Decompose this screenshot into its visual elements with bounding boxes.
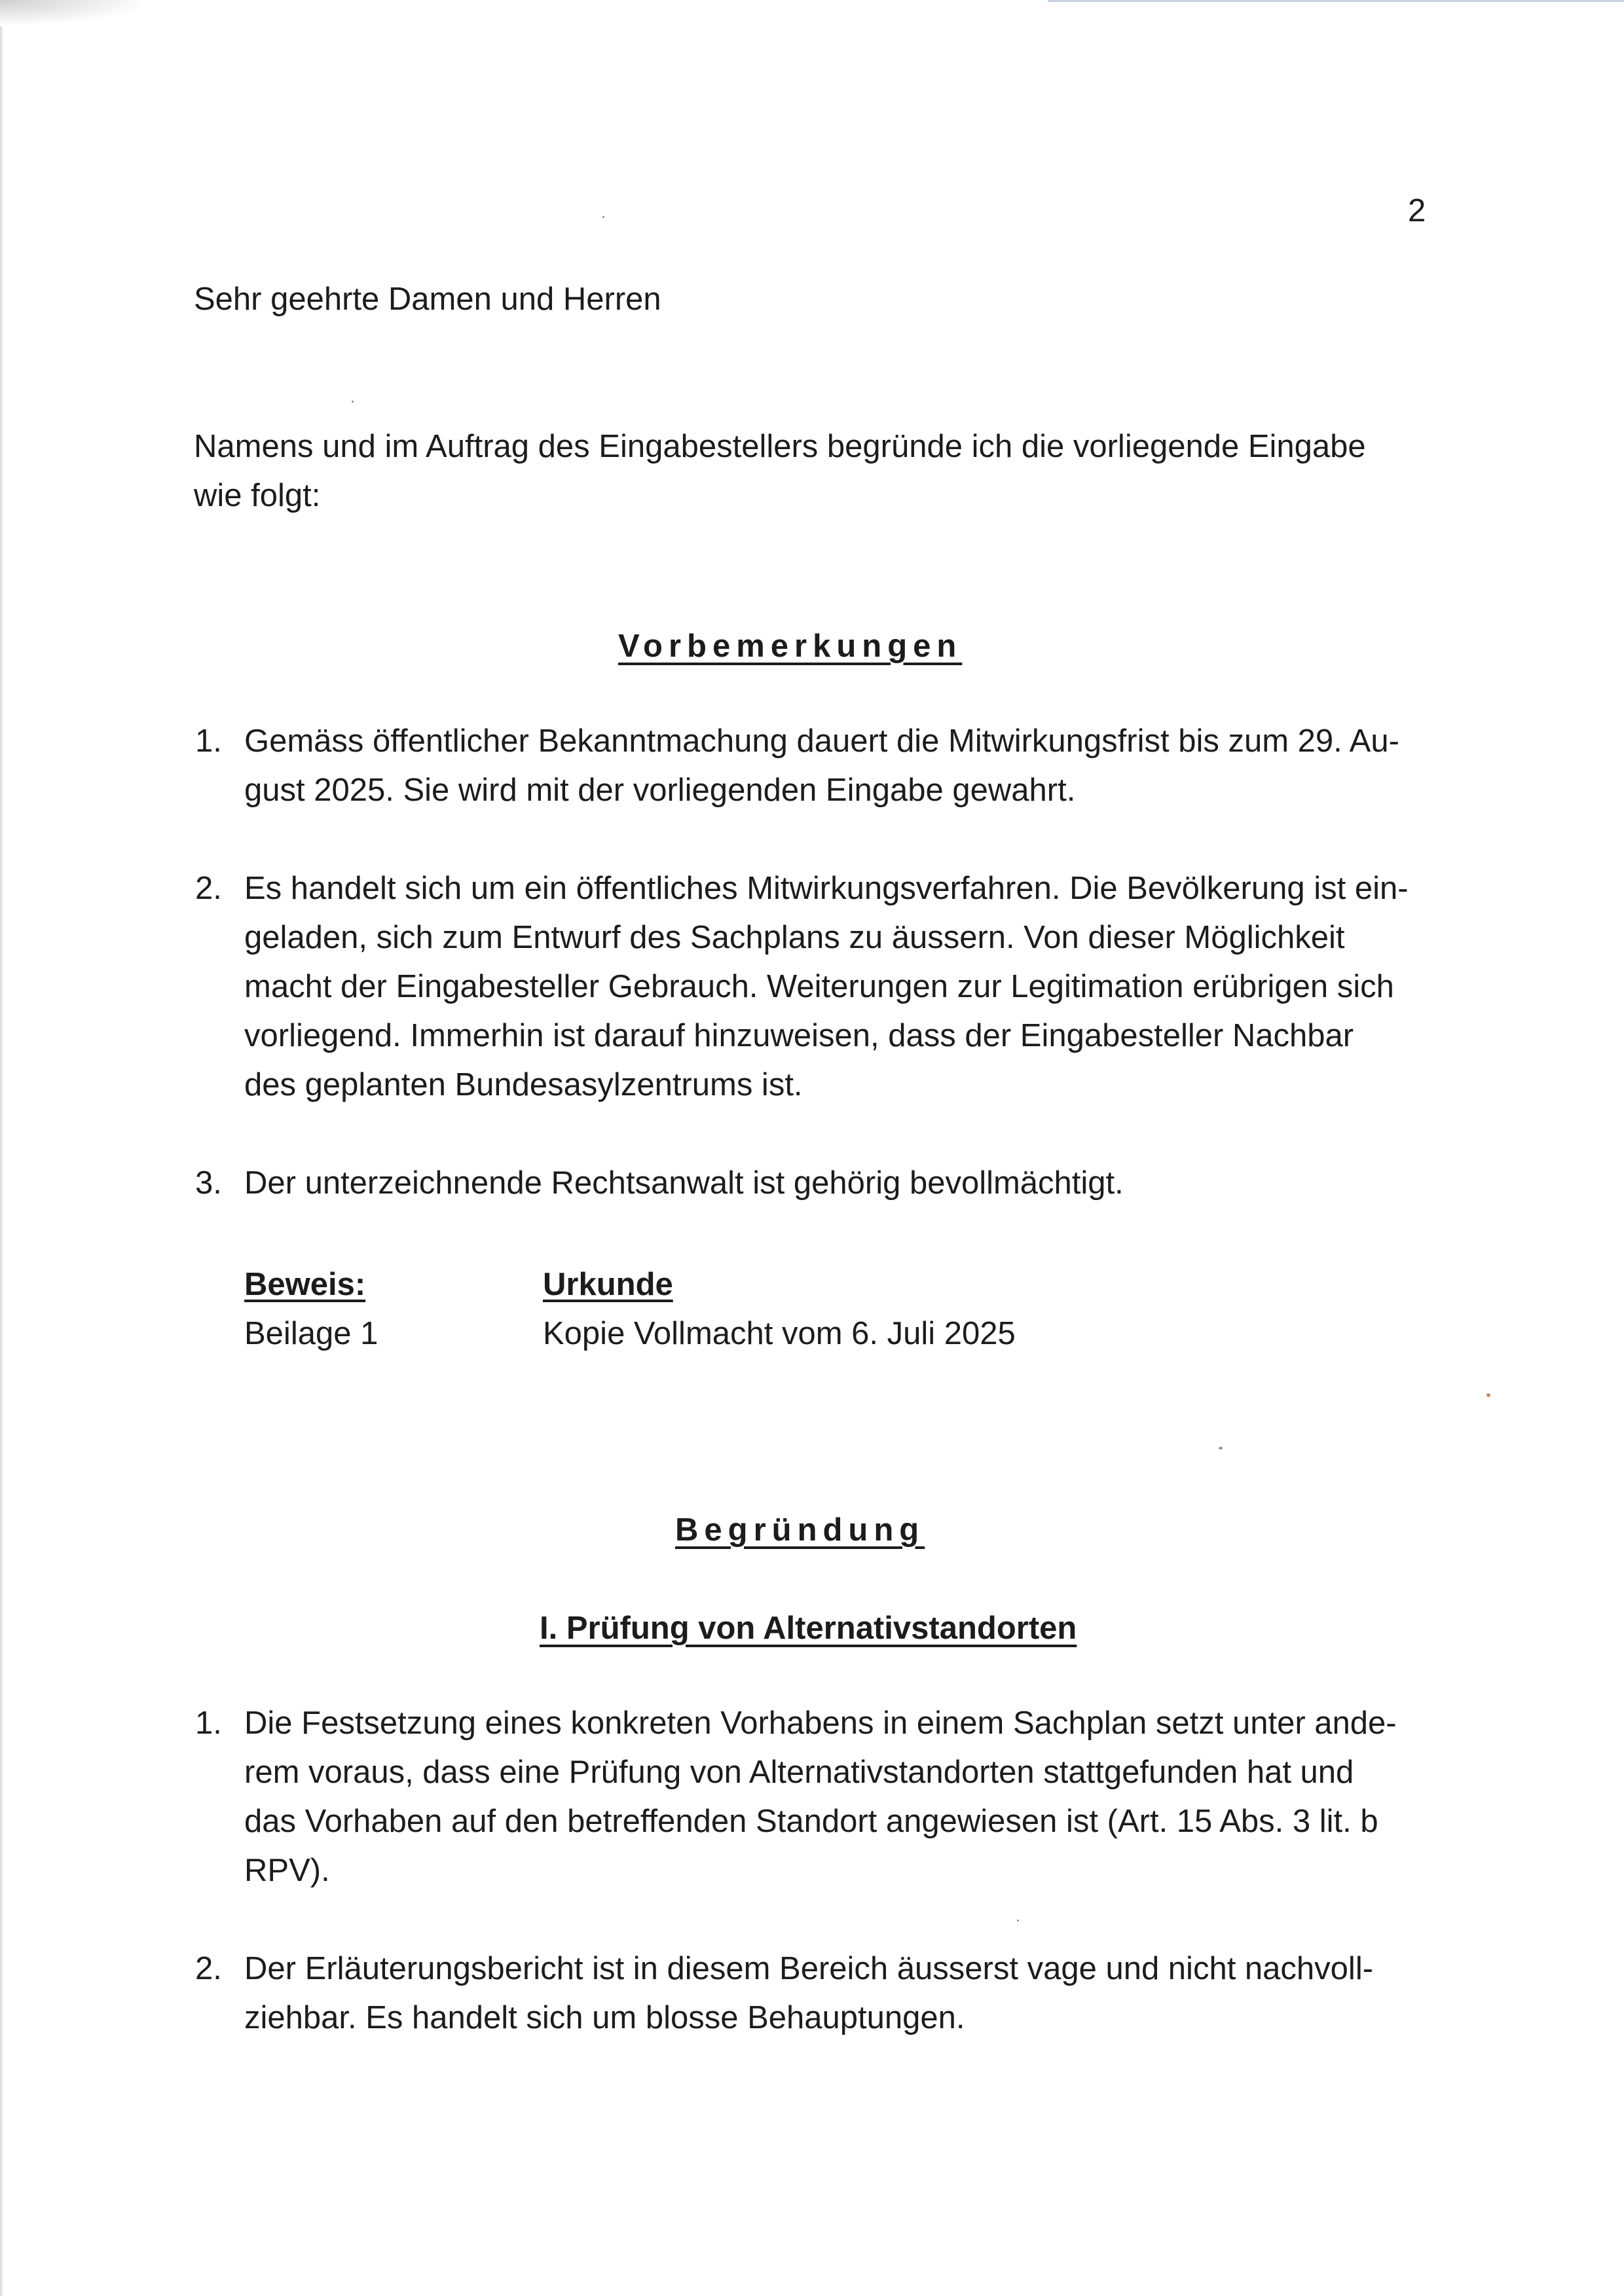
list-item-line: ziehbar. Es handelt sich um blosse Behauptungen.	[244, 2000, 965, 2035]
list-item-line: rem voraus, dass eine Prüfung von Alternativstandorten stattgefunden hat und	[244, 1755, 1354, 1790]
page-number: 2	[1408, 193, 1426, 228]
evidence-description: Kopie Vollmacht vom 6. Juli 2025	[543, 1316, 1016, 1351]
scan-speck	[1017, 1920, 1019, 1922]
list-item-text	[244, 717, 1399, 815]
evidence-attachment: Beilage 1	[244, 1316, 378, 1351]
list-item-line: Gemäss öffentlicher Bekanntmachung dauert die Mitwirkungsfrist bis zum 29. Au-	[244, 723, 1399, 759]
list-item-line: RPV).	[244, 1853, 330, 1888]
list-item-text	[244, 864, 1409, 1110]
list-item-text	[244, 1944, 1373, 2043]
list-item-text	[244, 1159, 1124, 1208]
list-item-line: Die Festsetzung eines konkreten Vorhabens in einem Sachplan setzt unter ande-	[244, 1705, 1397, 1741]
list-item-line: Es handelt sich um ein öffentliches Mitwirkungsverfahren. Die Bevölkerung ist ein-	[244, 871, 1409, 906]
list-item-number: 2.	[195, 1951, 222, 1986]
list-item-line: Der unterzeichnende Rechtsanwalt ist gehörig bevollmächtigt.	[244, 1165, 1124, 1201]
scan-speck	[602, 216, 604, 218]
list-item-line: gust 2025. Sie wird mit der vorliegenden Eingabe gewahrt.	[244, 773, 1076, 808]
scan-speck	[352, 401, 354, 403]
scan-speck	[1219, 1447, 1223, 1449]
scan-corner-shadow	[0, 0, 151, 26]
list-item-number: 2.	[195, 871, 222, 906]
list-item-line: vorliegend. Immerhin ist darauf hinzuweisen, dass der Eingabesteller Nachbar	[244, 1018, 1354, 1053]
evidence-type: Urkunde	[543, 1267, 673, 1302]
list-item-line: macht der Eingabesteller Gebrauch. Weiterungen zur Legitimation erübrigen sich	[244, 969, 1394, 1004]
heading-vorbemerkungen: Vorbemerkungen	[618, 629, 963, 664]
scan-left-edge	[0, 0, 4, 2296]
scan-speck	[1486, 1393, 1490, 1397]
intro-line: Namens und im Auftrag des Eingabestellers begründe ich die vorliegende Eingabe	[194, 429, 1366, 464]
list-item-text	[244, 1699, 1397, 1895]
list-item-line: des geplanten Bundesasylzentrums ist.	[244, 1067, 803, 1102]
heading-begruendung: Begründung	[675, 1512, 925, 1548]
intro-line: wie folgt:	[194, 478, 321, 513]
list-item-number: 1.	[195, 1705, 222, 1741]
evidence-label: Beweis:	[244, 1267, 366, 1302]
scan-top-line	[1048, 0, 1624, 2]
heading-section-1: I. Prüfung von Alternativstandorten	[540, 1611, 1077, 1646]
list-item-line: geladen, sich zum Entwurf des Sachplans zu äussern. Von dieser Möglichkeit	[244, 920, 1345, 955]
list-item-number: 3.	[195, 1165, 222, 1201]
list-item-number: 1.	[195, 723, 222, 759]
salutation: Sehr geehrte Damen und Herren	[194, 282, 661, 317]
list-item-line: das Vorhaben auf den betreffenden Standort angewiesen ist (Art. 15 Abs. 3 lit. b	[244, 1804, 1378, 1839]
list-item-line: Der Erläuterungsbericht ist in diesem Bereich äusserst vage und nicht nachvoll-	[244, 1951, 1374, 1986]
intro-paragraph	[194, 422, 1366, 520]
